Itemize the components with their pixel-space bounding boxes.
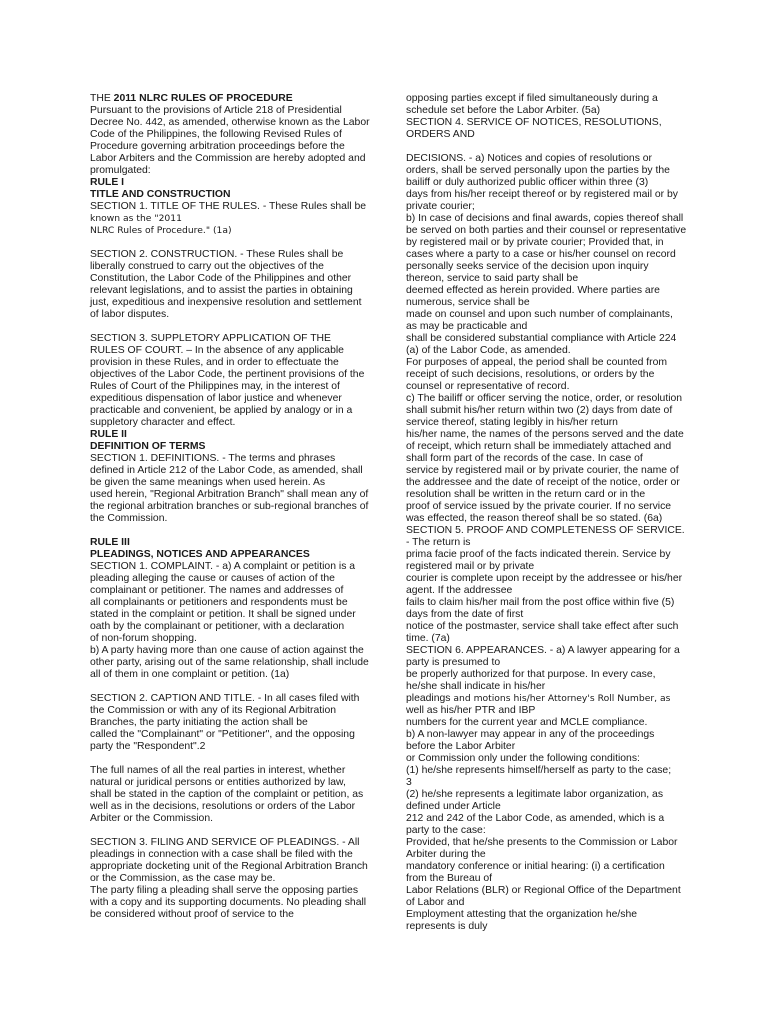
text-line xyxy=(90,141,366,153)
text-line xyxy=(90,597,366,609)
paragraph-gap xyxy=(90,237,366,249)
text-line xyxy=(90,129,366,141)
text-line xyxy=(406,549,686,561)
line-text: days from his/her receipt thereof or by registered mail or by xyxy=(406,189,679,200)
line-text: Labor Arbiters and the Commission are hereby adopted and xyxy=(90,153,366,164)
line-text: appropriate docketing unit of the Regional Arbitration Branch xyxy=(90,861,368,872)
text-line xyxy=(90,405,366,417)
line-text: with a copy and its supporting documents. No pleading shall xyxy=(90,897,367,908)
line-text: of receipt, which return shall be immediately attached and xyxy=(406,441,672,452)
line-text: SECTION 6. APPEARANCES. - a) A lawyer appearing for a xyxy=(406,645,680,656)
text-line xyxy=(90,705,366,717)
text-line xyxy=(406,441,686,453)
line-text: bailiff or duly authorized public officer within three (3) xyxy=(406,177,649,188)
line-text: by registered mail or by private courier; Provided that, in xyxy=(406,237,664,248)
text-line xyxy=(406,177,686,189)
text-line xyxy=(406,561,686,573)
text-line xyxy=(90,909,366,921)
line-text: RULES OF COURT. – In the absence of any applicable xyxy=(90,345,344,356)
line-text: or Commission only under the following conditions: xyxy=(406,753,640,764)
line-text: party is presumed to xyxy=(406,657,501,668)
line-text: numerous, service shall be xyxy=(406,297,530,308)
text-line xyxy=(90,297,366,309)
line-text: Procedure governing arbitration proceedings before the xyxy=(90,141,345,152)
line-text: notice of the postmaster, service shall take effect after such xyxy=(406,621,679,632)
line-text: as may be practicable and xyxy=(406,321,528,332)
line-text: resolution shall be written in the return card or in the xyxy=(406,489,646,500)
line-text: practicable and convenient, be applied by analogy or in a xyxy=(90,405,353,416)
text-line xyxy=(406,537,686,549)
text-line xyxy=(90,729,366,741)
text-line xyxy=(90,633,366,645)
text-line xyxy=(406,357,686,369)
text-line xyxy=(406,849,686,861)
line-text: (1) he/she represents himself/herself as party to the case; xyxy=(406,765,672,776)
line-text: private courier; xyxy=(406,201,475,212)
line-text: receipt of such decisions, resolutions, or orders by the xyxy=(406,369,655,380)
line-text: NLRC Rules of Procedure." (1a) xyxy=(90,225,232,236)
line-text: courier is complete upon receipt by the addressee or his/her xyxy=(406,573,683,584)
line-text: schedule set before the Labor Arbiter. (5a) xyxy=(406,105,601,116)
text-line xyxy=(406,321,686,333)
text-line xyxy=(90,261,366,273)
text-line xyxy=(406,189,686,201)
text-line xyxy=(406,897,686,909)
line-text: time. (7a) xyxy=(406,633,450,644)
text-line xyxy=(406,417,686,429)
rule-heading-line xyxy=(90,189,366,201)
text-line xyxy=(406,477,686,489)
text-line xyxy=(406,741,686,753)
text-line xyxy=(406,609,686,621)
text-line xyxy=(406,513,686,525)
text-line xyxy=(406,249,686,261)
line-text: - The return is xyxy=(406,537,471,548)
text-line xyxy=(406,465,686,477)
line-text: before the Labor Arbiter xyxy=(406,741,516,752)
line-text: orders, shall be served personally upon the parties by the xyxy=(406,165,670,176)
line-text: opposing parties except if filed simultaneously during a xyxy=(406,93,658,104)
line-text: DEFINITION OF TERMS xyxy=(90,441,206,452)
text-line xyxy=(406,693,686,705)
rule-heading-line xyxy=(90,441,366,453)
line-text: thereon, service to said party shall be xyxy=(406,273,579,284)
text-line xyxy=(406,309,686,321)
text-line xyxy=(406,165,686,177)
text-line xyxy=(406,297,686,309)
text-line xyxy=(90,561,366,573)
line-text: numbers for the current year and MCLE compliance. xyxy=(406,717,648,728)
line-text: mandatory conference or initial hearing: (i) a certification xyxy=(406,861,665,872)
text-line xyxy=(406,861,686,873)
text-line xyxy=(90,717,366,729)
text-line xyxy=(90,165,366,177)
line-text: service thereof, stating legibly in his/her return xyxy=(406,417,618,428)
line-text: Arbiter during the xyxy=(406,849,486,860)
text-line xyxy=(90,369,366,381)
text-line xyxy=(406,429,686,441)
line-text: oath by the complainant or petitioner, with a declaration xyxy=(90,621,345,632)
text-line xyxy=(90,273,366,285)
text-line xyxy=(90,465,366,477)
line-text: b) In case of decisions and final awards, copies thereof shall xyxy=(406,213,684,224)
line-text: THE xyxy=(90,93,114,104)
text-line xyxy=(406,225,686,237)
line-text: DECISIONS. - a) Notices and copies of resolutions or xyxy=(406,153,653,164)
right-column xyxy=(406,93,686,933)
text-line xyxy=(406,105,686,117)
line-text: of labor disputes. xyxy=(90,309,170,320)
line-text: SECTION 3. SUPPLETORY APPLICATION OF THE xyxy=(90,333,331,344)
text-line xyxy=(406,93,686,105)
line-text: Provided, that he/she presents to the Commission or Labor xyxy=(406,837,678,848)
text-line xyxy=(406,909,686,921)
line-text: SECTION 2. CAPTION AND TITLE. - In all cases filed with xyxy=(90,693,360,704)
line-text: Rules of Court of the Philippines may, in the interest of xyxy=(90,381,340,392)
line-text: of Labor and xyxy=(406,897,465,908)
text-line xyxy=(90,777,366,789)
text-line xyxy=(90,153,366,165)
text-line xyxy=(406,453,686,465)
line-text: was effected, the reason thereof shall be so stated. (6a) xyxy=(406,513,663,524)
text-line xyxy=(90,309,366,321)
text-line xyxy=(90,801,366,813)
paragraph-gap xyxy=(90,681,366,693)
text-line xyxy=(90,249,366,261)
text-line xyxy=(406,813,686,825)
line-text: stated in the complaint or petition. It shall be signed under xyxy=(90,609,356,620)
text-line xyxy=(90,513,366,525)
text-line xyxy=(406,525,686,537)
line-text: promulgated: xyxy=(90,165,151,176)
line-text: be considered without proof of service to the xyxy=(90,909,294,920)
line-text: prima facie proof of the facts indicated therein. Service by xyxy=(406,549,671,560)
text-line xyxy=(406,681,686,693)
text-line xyxy=(90,885,366,897)
text-line xyxy=(90,393,366,405)
line-text: (a) of the Labor Code, as amended. xyxy=(406,345,571,356)
text-line xyxy=(406,789,686,801)
line-text: relevant legislations, and to assist the parties in obtaining xyxy=(90,285,353,296)
text-line xyxy=(90,837,366,849)
line-text: RULE III xyxy=(90,537,130,548)
text-line xyxy=(90,765,366,777)
line-text: proof of service issued by the private courier. If no service xyxy=(406,501,672,512)
line-text: RULE II xyxy=(90,429,127,440)
line-text: all of them in one complaint or petition. (1a) xyxy=(90,669,290,680)
line-text: used herein, "Regional Arbitration Branch" shall mean any of xyxy=(90,489,369,500)
text-line xyxy=(90,897,366,909)
text-line xyxy=(406,669,686,681)
line-text: b) A party having more than one cause of action against the xyxy=(90,645,364,656)
text-line xyxy=(90,813,366,825)
document-title: 2011 NLRC RULES OF PROCEDURE xyxy=(113,93,293,104)
line-text: from the Bureau of xyxy=(406,873,493,884)
line-text: shall be considered substantial compliance with Article 224 xyxy=(406,333,677,344)
text-line xyxy=(406,285,686,297)
text-line xyxy=(90,849,366,861)
line-text: 3 xyxy=(406,777,412,788)
line-text: or the Commission, as the case may be. xyxy=(90,873,276,884)
text-line xyxy=(406,129,686,141)
line-text: party to the case: xyxy=(406,825,486,836)
text-line xyxy=(406,885,686,897)
left-column xyxy=(90,93,370,921)
line-text: pleading alleging the cause or causes of action of the xyxy=(90,573,335,584)
line-text: other party, arising out of the same relationship, shall include xyxy=(90,657,369,668)
text-line xyxy=(90,609,366,621)
text-line xyxy=(90,345,366,357)
text-line xyxy=(90,453,366,465)
text-line xyxy=(90,669,366,681)
line-text: all complainants or petitioners and respondents must be xyxy=(90,597,348,608)
rule-heading-line xyxy=(90,177,366,189)
text-line xyxy=(406,645,686,657)
line-text: defined in Article 212 of the Labor Code, as amended, shall xyxy=(90,465,363,476)
text-line xyxy=(90,657,369,669)
line-text: SECTION 1. COMPLAINT. - a) A complaint or petition is a xyxy=(90,561,356,572)
text-line xyxy=(90,693,366,705)
line-text: be properly authorized for that purpose. In every case, xyxy=(406,669,656,680)
line-text: fails to claim his/her mail from the post office within five (5) xyxy=(406,597,675,608)
text-line xyxy=(90,117,370,129)
line-text: pleadings xyxy=(406,693,454,704)
text-line xyxy=(406,921,686,933)
line-text: natural or juridical persons or entities authorized by law, xyxy=(90,777,346,788)
text-line xyxy=(406,261,686,273)
line-text: party the "Respondent".2 xyxy=(90,741,206,752)
line-text: SECTION 4. SERVICE OF NOTICES, RESOLUTIONS, xyxy=(406,117,662,128)
line-text: the Commission. xyxy=(90,513,168,524)
text-line xyxy=(406,621,686,633)
line-text: SECTION 3. FILING AND SERVICE OF PLEADINGS. - All xyxy=(90,837,360,848)
text-line xyxy=(90,201,366,213)
line-text: shall submit his/her return within two (2) days from date of xyxy=(406,405,673,416)
text-line xyxy=(406,633,686,645)
line-text: For purposes of appeal, the period shall be counted from xyxy=(406,357,668,368)
line-text: just, expeditious and inexpensive resolution and settlement xyxy=(90,297,362,308)
line-text: the Commission or with any of its Regional Arbitration xyxy=(90,705,337,716)
text-line xyxy=(406,801,686,813)
text-line xyxy=(90,645,366,657)
line-text: shall form part of the records of the case. In case of xyxy=(406,453,643,464)
text-line xyxy=(406,777,686,789)
line-text: cases where a party to a case or his/her counsel on record xyxy=(406,249,676,260)
line-text: Branches, the party initiating the action shall be xyxy=(90,717,308,728)
line-text: registered mail or by private xyxy=(406,561,535,572)
line-text: counsel or representative of record. xyxy=(406,381,570,392)
text-line xyxy=(406,501,686,513)
text-line xyxy=(406,489,686,501)
text-line xyxy=(406,201,686,213)
text-line xyxy=(406,825,686,837)
text-line xyxy=(90,573,366,585)
text-line xyxy=(406,765,686,777)
line-text: known as the "2011 xyxy=(90,213,182,224)
line-text: called the "Complainant" or "Petitioner", and the opposing xyxy=(90,729,355,740)
line-text: Labor Relations (BLR) or Regional Office of the Department xyxy=(406,885,681,896)
rule-heading-line xyxy=(90,537,366,549)
text-line xyxy=(90,417,366,429)
line-text: shall be stated in the caption of the complaint or petition, as xyxy=(90,789,364,800)
line-text: be given the same meanings when used herein. As xyxy=(90,477,326,488)
paragraph-gap xyxy=(406,141,686,153)
text-line xyxy=(406,213,686,225)
paragraph-gap xyxy=(90,753,366,765)
text-line xyxy=(90,105,366,117)
line-text: agent. If the addressee xyxy=(406,585,513,596)
text-line xyxy=(90,285,366,297)
text-line xyxy=(406,717,686,729)
line-text: pleadings in connection with a case shall be filed with the xyxy=(90,849,353,860)
line-text: provision in these Rules, and in order to effectuate the xyxy=(90,357,339,368)
text-line xyxy=(406,597,686,609)
text-line xyxy=(90,489,369,501)
text-line xyxy=(406,237,686,249)
line-text: suppletory character and effect. xyxy=(90,417,236,428)
line-text: SECTION 1. DEFINITIONS. - The terms and phrases xyxy=(90,453,336,464)
line-text: made on counsel and upon such number of complainants, xyxy=(406,309,673,320)
line-text: SECTION 5. PROOF AND COMPLETENESS OF SERVICE. xyxy=(406,525,685,536)
line-text: liberally construed to carry out the objectives of the xyxy=(90,261,324,272)
text-line xyxy=(90,477,366,489)
line-text: represents is duly xyxy=(406,921,488,932)
line-text: well as in the decisions, resolutions or orders of the Labor xyxy=(90,801,356,812)
text-line xyxy=(406,657,686,669)
text-line xyxy=(406,573,686,585)
line-text: defined under Article xyxy=(406,801,501,812)
line-text: Decree No. 442, as amended, otherwise known as the Labor xyxy=(90,117,370,128)
line-text: service by registered mail or by private courier, the name of xyxy=(406,465,679,476)
text-line xyxy=(90,873,366,885)
text-line xyxy=(90,381,366,393)
text-line xyxy=(90,93,366,105)
text-line xyxy=(90,585,366,597)
line-text: he/she shall indicate in his/her xyxy=(406,681,546,692)
rule-heading-line xyxy=(90,549,366,561)
text-line xyxy=(406,729,686,741)
text-line xyxy=(406,393,686,405)
line-text: c) The bailiff or officer serving the notice, order, or resolution xyxy=(406,393,683,404)
line-text: Employment attesting that the organization he/she xyxy=(406,909,638,920)
text-line xyxy=(406,369,686,381)
rule-heading-line xyxy=(90,429,366,441)
line-text: days from the date of first xyxy=(406,609,524,620)
line-text: 212 and 242 of the Labor Code, as amended, which is a xyxy=(406,813,665,824)
text-line xyxy=(90,225,366,237)
line-text: PLEADINGS, NOTICES AND APPEARANCES xyxy=(90,549,310,560)
line-text: ORDERS AND xyxy=(406,129,475,140)
line-text: deemed effected as herein provided. Where parties are xyxy=(406,285,660,296)
line-text-alt-font: and motions his/her Attorney's Roll Number, as xyxy=(453,693,671,704)
line-text: well as his/her PTR and IBP xyxy=(406,705,536,716)
line-text: Constitution, the Labor Code of the Philippines and other xyxy=(90,273,352,284)
line-text: RULE I xyxy=(90,177,125,188)
text-line xyxy=(406,405,686,417)
line-text: SECTION 2. CONSTRUCTION. - These Rules shall be xyxy=(90,249,344,260)
text-line xyxy=(90,789,366,801)
text-line xyxy=(406,273,686,285)
text-line xyxy=(406,837,686,849)
text-line xyxy=(90,333,366,345)
line-text: objectives of the Labor Code, the pertinent provisions of the xyxy=(90,369,365,380)
text-line xyxy=(90,501,369,513)
text-line xyxy=(406,705,686,717)
line-text: b) A non-lawyer may appear in any of the proceedings xyxy=(406,729,655,740)
text-line xyxy=(90,357,366,369)
text-line xyxy=(406,117,686,129)
line-text: Pursuant to the provisions of Article 218 of Presidential xyxy=(90,105,342,116)
text-line xyxy=(406,345,686,357)
line-text: complainant or petitioner. The names and addresses of xyxy=(90,585,344,596)
line-text: TITLE AND CONSTRUCTION xyxy=(90,189,231,200)
line-text: The party filing a pleading shall serve the opposing parties xyxy=(90,885,359,896)
text-line xyxy=(406,153,686,165)
line-text: expeditious dispensation of labor justice and whenever xyxy=(90,393,342,404)
text-line xyxy=(406,753,686,765)
text-line xyxy=(406,333,686,345)
line-text: (2) he/she represents a legitimate labor organization, as xyxy=(406,789,664,800)
text-line xyxy=(90,621,366,633)
line-text: the addressee and the date of receipt of the notice, order or xyxy=(406,477,680,488)
text-line xyxy=(90,213,366,225)
text-line xyxy=(406,381,686,393)
line-text: SECTION 1. TITLE OF THE RULES. - These Rules shall be xyxy=(90,201,367,212)
text-line xyxy=(406,585,686,597)
text-line xyxy=(406,873,686,885)
line-text: personally seeks service of the decision upon inquiry xyxy=(406,261,649,272)
line-text: The full names of all the real parties in interest, whether xyxy=(90,765,346,776)
text-line xyxy=(90,861,366,873)
paragraph-gap xyxy=(90,321,366,333)
line-text: his/her name, the names of the persons served and the date xyxy=(406,429,684,440)
line-text: of non-forum shopping. xyxy=(90,633,197,644)
line-text: the regional arbitration branches or sub-regional branches of xyxy=(90,501,369,512)
paragraph-gap xyxy=(90,825,366,837)
line-text: Arbiter or the Commission. xyxy=(90,813,213,824)
paragraph-gap xyxy=(90,525,366,537)
line-text: be served on both parties and their counsel or representative xyxy=(406,225,687,236)
text-line xyxy=(90,741,366,753)
line-text: Code of the Philippines, the following Revised Rules of xyxy=(90,129,342,140)
